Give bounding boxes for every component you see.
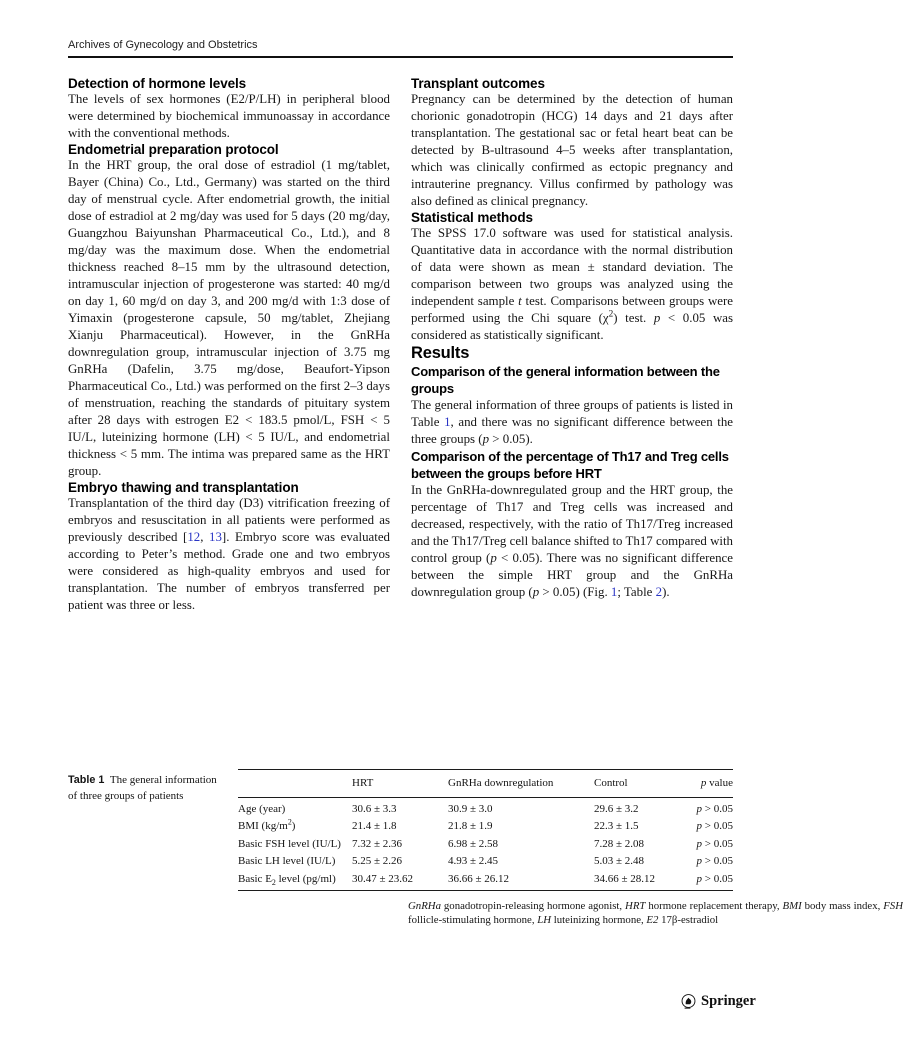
- text-segment: 29.6 ± 3.2: [594, 802, 639, 815]
- text-segment: GnRHa downregulation: [448, 777, 554, 789]
- subsection-heading-th17-treg: Comparison of the percentage of Th17 and Treg cells between the groups before HRT: [411, 449, 729, 481]
- text-segment: body mass index,: [801, 900, 884, 912]
- text-segment: > 0.05: [702, 872, 733, 885]
- table-cell: [352, 853, 448, 871]
- table-cell: [238, 797, 352, 818]
- text-segment: 7.32 ± 2.36: [352, 837, 403, 850]
- citation-link[interactable]: 1: [444, 415, 451, 429]
- text-segment: luteinizing hormone,: [551, 913, 647, 926]
- citation-link[interactable]: 13: [209, 530, 222, 544]
- text-segment: 34.66 ± 28.12: [594, 872, 656, 885]
- table1-caption: [68, 773, 228, 804]
- text-segment: > 0.05: [702, 820, 733, 832]
- text-segment: 22.3 ± 1.5: [594, 820, 639, 832]
- table-row: [238, 870, 733, 891]
- text-segment: level (pg/ml): [275, 872, 336, 885]
- table-cell: [238, 835, 352, 853]
- text-segment: 6.98 ± 2.58: [448, 837, 499, 850]
- text-segment: 30.47 ± 23.62: [352, 872, 414, 885]
- citation-link[interactable]: 12: [187, 530, 201, 544]
- text-segment: p: [696, 855, 703, 867]
- table-cell: [594, 797, 690, 818]
- table-cell: [238, 870, 352, 891]
- left-column: [68, 70, 390, 614]
- text-segment: p: [696, 837, 703, 850]
- text-segment: < 0.05). There was no significant difference between the simple HRT group and the GnRHa downregulation group (: [411, 551, 733, 599]
- text-segment: 36.66 ± 26.12: [448, 872, 510, 885]
- table-cell: [594, 835, 690, 853]
- text-segment: , and there was no significant difference between the three groups (: [411, 415, 733, 446]
- table-cell: [448, 870, 594, 891]
- text-segment: ).: [662, 585, 670, 599]
- text-segment: > 0.05: [702, 855, 733, 867]
- paragraph-th17-treg: [411, 482, 733, 601]
- table1-caption-label: Table 1: [68, 774, 105, 786]
- table-cell: [352, 797, 448, 818]
- section-heading-transplant: Transplant outcomes: [411, 76, 545, 91]
- section-heading-endometrial: Endometrial preparation protocol: [68, 142, 279, 157]
- text-segment: HRT: [352, 777, 374, 789]
- text-segment: Transplantation of the third day (D3) vitrification freezing of embryos and resuscitation in all patients were performed as previously described [: [68, 496, 390, 544]
- table-cell: [594, 853, 690, 871]
- table-cell: [690, 835, 733, 853]
- table-cell: [448, 835, 594, 853]
- results-heading: Results: [411, 344, 470, 362]
- table-row: [238, 818, 733, 836]
- table-cell: [690, 853, 733, 871]
- text-segment: FSH: [883, 900, 903, 912]
- table-cell: [238, 853, 352, 871]
- text-segment: Basic LH level (IU/L): [238, 855, 336, 867]
- text-segment: p: [532, 585, 540, 599]
- text-segment: 2: [287, 817, 292, 827]
- text-segment: > 0.05).: [489, 432, 533, 446]
- text-segment: < 0.05 was considered as statistically significant.: [411, 311, 733, 342]
- text-segment: 2: [608, 309, 614, 320]
- text-segment: 30.6 ± 3.3: [352, 802, 397, 815]
- table-cell: [352, 835, 448, 853]
- paragraph-statistical: [411, 225, 733, 344]
- text-segment: p: [490, 551, 497, 565]
- text-segment: p: [482, 432, 490, 446]
- table-row: [238, 853, 733, 871]
- text-segment: 30.9 ± 3.0: [448, 802, 493, 815]
- text-segment: LH: [537, 913, 552, 926]
- text-segment: value: [706, 777, 733, 789]
- text-segment: p: [696, 820, 703, 832]
- text-segment: GnRHa: [408, 900, 441, 912]
- text-segment: p: [700, 777, 707, 789]
- column-header-gnrha: [448, 770, 594, 798]
- table-cell: [594, 818, 690, 836]
- table-cell: [448, 853, 594, 871]
- paragraph-detection: [68, 91, 390, 142]
- column-header-hrt: [352, 770, 448, 798]
- text-segment: 4.93 ± 2.45: [448, 855, 499, 867]
- text-segment: ) test.: [613, 311, 654, 325]
- column-header-blank: [238, 770, 352, 798]
- table-row: [238, 835, 733, 853]
- text-segment: hormone replacement therapy,: [645, 900, 783, 912]
- text-segment: 7.28 ± 2.08: [594, 837, 645, 850]
- table-cell: [448, 818, 594, 836]
- text-segment: > 0.05: [702, 802, 733, 815]
- paragraph-embryo: [68, 495, 390, 614]
- text-segment: > 0.05: [702, 837, 733, 850]
- table-header-row: [238, 770, 733, 798]
- text-segment: Basic E: [238, 872, 272, 885]
- text-segment: The levels of sex hormones (E2/P/LH) in peripheral blood were determined by biochemical immunoassay in accordance with the conventional methods.: [68, 92, 390, 140]
- table-cell: [690, 870, 733, 891]
- column-header-pvalue: [690, 770, 733, 798]
- section-heading-embryo: Embryo thawing and transplantation: [68, 480, 299, 495]
- section-heading-detection: Detection of hormone levels: [68, 76, 247, 91]
- text-segment: 2: [271, 877, 276, 887]
- text-segment: HRT: [625, 900, 646, 912]
- text-segment: The general information of three groups of patients is listed in Table: [411, 398, 733, 429]
- running-head: Archives of Gynecology and Obstetrics: [68, 39, 258, 51]
- table1-footnote: [408, 900, 903, 927]
- springer-logo-icon: [680, 993, 697, 1010]
- publisher-mark: [680, 993, 756, 1010]
- text-segment: t: [518, 294, 522, 308]
- text-segment: BMI: [782, 900, 802, 912]
- text-segment: ): [291, 820, 296, 832]
- column-header-control: [594, 770, 690, 798]
- right-column: [411, 70, 733, 614]
- text-segment: BMI (kg/m: [238, 820, 288, 832]
- text-segment: ; Table: [617, 585, 656, 599]
- header-rule: [68, 56, 733, 58]
- text-segment: Pregnancy can be determined by the detection of human chorionic gonadotropin (HCG) 14 days and 21 days after transplantation. The gestational sac or fetal heart beat can be detected by B-ultrasound 4–5 weeks after transplantation, which was clinically confirmed as ectopic pregnancy and intrauterine pregnancy. Villus confirmed by pathology was also defined as clinical pregnancy.: [411, 92, 733, 208]
- text-segment: 17β-estradiol: [658, 913, 719, 926]
- text-segment: p: [696, 802, 703, 815]
- text-segment: E2: [646, 913, 659, 926]
- table-row: [238, 797, 733, 818]
- text-segment: 21.4 ± 1.8: [352, 820, 397, 832]
- table-cell: [352, 818, 448, 836]
- subsection-heading-general-info: Comparison of the general information between the groups: [411, 364, 720, 396]
- text-segment: 21.8 ± 1.9: [448, 820, 493, 832]
- table-cell: [238, 818, 352, 836]
- text-segment: Basic FSH level (IU/L): [238, 837, 341, 850]
- paragraph-general-info: [411, 397, 733, 448]
- text-segment: follicle-stimulating hormone,: [408, 913, 538, 926]
- text-segment: In the HRT group, the oral dose of estradiol (1 mg/tablet, Bayer (China) Co., Ltd., Germany) was started on the third day of menstrual cycle. After endometrial growth, the initial dose of estradiol at 2 mg/day was used for 5 days (20 mg/day, Guangzhou Baiyunshan Pharmaceutical Co., Ltd.), and 8 mg/day was the maximum dose. When the endometrial thickness reached 8–15 mm by the ultrasound detection, intramuscular injection of progesterone was started: 40 mg/d on day 1, 60 mg/d on day 3, and 200 mg/d with 1:3 dose of Yimaxin (progesterone capsule, 50 mg/tablet, Zhejiang Xianju Pharmaceutical). However, in the GnRHa downregulation group, intramuscular injection of 3.75 mg GnRHa (Dafelin, 3.75 mg/dose, Beaufort-Yipson Pharmaceutical Co., Ltd.) was performed on the first 2–3 days of menstruation, reaching the standards of pituitary system after 28 days with estrogen E2 < 183.5 pmol/L, FSH < 5 IU/L, luteinizing hormone (LH) < 5 IU/L, and endometrial thickness < 5 mm. The intima was prepared same as the HRT group.: [68, 158, 390, 478]
- text-segment: The SPSS 17.0 software was used for statistical analysis. Quantitative data in accordance with the normal distribution of data were shown as mean ± standard deviation. The comparison between two groups was analyzed using the independent sample: [411, 226, 733, 308]
- table1-region: [68, 769, 903, 927]
- table-cell: [594, 870, 690, 891]
- text-segment: Age (year): [238, 802, 286, 815]
- table1-caption-body: The general information of three groups of patients: [68, 774, 217, 802]
- text-segment: Control: [594, 777, 628, 789]
- paragraph-endometrial: [68, 157, 390, 480]
- text-segment: ]. Embryo score was evaluated according to Peter’s method. Grade one and two embryos were considered as high-quality embryos and used for transplantation. The number of embryos transferred per patient was three or less.: [68, 530, 390, 612]
- two-column-body: [68, 70, 733, 614]
- text-segment: p: [696, 872, 703, 885]
- text-segment: gonadotropin-releasing hormone agonist,: [441, 900, 626, 912]
- text-segment: 5.25 ± 2.26: [352, 855, 403, 867]
- section-heading-statistical: Statistical methods: [411, 210, 533, 225]
- text-segment: ,: [200, 530, 210, 544]
- paragraph-transplant: [411, 91, 733, 210]
- table-cell: [690, 818, 733, 836]
- text-segment: test. Comparisons between groups were performed using the Chi square (χ: [411, 294, 733, 325]
- text-segment: In the GnRHa-downregulated group and the HRT group, the percentage of Th17 and Treg cells was increased and decreased, respectively, with the ratio of Th17/Treg increased and the Th17/Treg cell balance shifted to Th17 compared with control group (: [411, 483, 733, 565]
- text-segment: p: [653, 311, 661, 325]
- text-segment: > 0.05) (Fig.: [539, 585, 611, 599]
- table-cell: [352, 870, 448, 891]
- table-cell: [448, 797, 594, 818]
- springer-wordmark: Springer: [701, 993, 756, 1009]
- table1-wrap: [238, 769, 903, 927]
- citation-link[interactable]: 1: [610, 585, 618, 599]
- citation-link[interactable]: 2: [655, 585, 663, 599]
- table-cell: [690, 797, 733, 818]
- text-segment: 5.03 ± 2.48: [594, 855, 645, 867]
- table1: [238, 769, 733, 891]
